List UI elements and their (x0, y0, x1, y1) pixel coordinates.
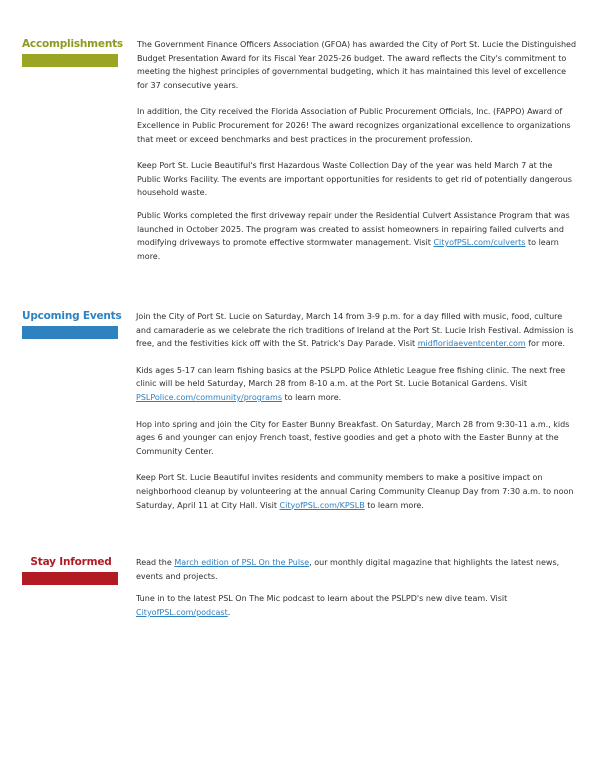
upcoming-events-content (136, 310, 576, 525)
kpslb-link[interactable]: CityofPSL.com/KPSLB (279, 500, 365, 510)
accomplishments-paragraph: The Government Finance Officers Association (GFOA) has awarded the City of Port St. Lucie the Distinguished Budget Presentation Award for its Fiscal Year 2025-26 budget. The award reflects the City's commitment to meeting the highest principles of governmental budgeting, which it has maintained this level of excellence for 37 consecutive years. (137, 40, 577, 90)
podcast-link[interactable]: CityofPSL.com/podcast (136, 607, 228, 617)
paragraph-text: to learn more. (137, 238, 559, 261)
stay-informed-heading: Stay Informed (30, 556, 112, 568)
accomplishments-paragraph: Keep Port St. Lucie Beautiful's first Hazardous Waste Collection Day of the year was held March 7 at the Public Works Facility. The events are important opportunities for residents to get rid of potentially dangerous household waste. (137, 161, 572, 198)
psl-on-the-pulse-link[interactable]: March edition of PSL On the Pulse (174, 558, 310, 567)
upcoming-events-color-bar (22, 326, 118, 339)
accomplishments-content (137, 38, 577, 276)
accomplishments-heading: Accomplishments (22, 38, 123, 50)
paragraph-text: Kids ages 5-17 can learn fishing basics at the PSLPD Police Athletic League free fishing clinic. The next free clinic will be held Saturday, March 28 from 8-10 a.m. at the Port St. Lucie Botanical Gardens. Visit (136, 365, 566, 389)
paragraph-text: . (227, 607, 231, 617)
events-paragraph (136, 310, 576, 351)
events-paragraph: Hop into spring and join the City for Easter Bunny Breakfast. On Saturday, March 28 from 9:30-11 a.m., kids ages 6 and younger can enjoy French toast, festive goodies and get a photo with the Easter Bunny at the Community Center. (136, 419, 570, 456)
stay-informed-content (136, 556, 576, 632)
events-paragraph (136, 471, 576, 512)
upcoming-events-heading: Upcoming Events (22, 310, 122, 322)
stay-informed-color-bar (22, 572, 118, 585)
accomplishments-color-bar (22, 54, 118, 67)
stay-informed-sidebar (22, 556, 120, 585)
paragraph-text: to learn more. (364, 500, 424, 510)
stay-informed-paragraph (136, 556, 576, 583)
culverts-link[interactable]: CityofPSL.com/culverts (433, 238, 526, 248)
events-paragraph (136, 364, 576, 405)
accomplishments-paragraph: In addition, the City received the Florida Association of Public Procurement Officials, Inc. (FAPPO) Award of Excellence in Public Procurement for 2026! The award recognizes organizational excellence to organizations that meet or exceed benchmarks and best practices in the procurement profession. (137, 107, 571, 144)
accomplishments-sidebar (22, 38, 123, 67)
upcoming-events-sidebar (22, 310, 120, 339)
paragraph-text: Read the (136, 558, 175, 567)
paragraph-text: Public Works completed the first driveway repair under the Residential Culvert Assistance Program that was launched in October 2025. The program was created to assist homeowners in repairing failed culverts and modifying driveways to promote effective stormwater management. Visit (137, 210, 570, 248)
paragraph-text: Keep Port St. Lucie Beautiful invites residents and community members to make a positive impact on neighborhood cleanup by volunteering at the annual Caring Community Cleanup Day from 7:30 a.m. to noon Saturday, April 11 at City Hall. Visit (136, 473, 574, 510)
paragraph-text: to learn more. (282, 392, 342, 402)
paragraph-text: Join the City of Port St. Lucie on Saturday, March 14 from 3-9 p.m. for a day filled with music, food, culture and camaraderie as we celebrate the rich traditions of Ireland at the Port St. Lucie Irish Festival. Admission is free, and the festivities kick off with the St. Patrick's Day Parade. Visit (136, 312, 574, 349)
accomplishments-paragraph (137, 209, 577, 263)
paragraph-text: for more. (525, 339, 566, 349)
psl-police-programs-link[interactable]: PSLPolice.com/community/programs (136, 392, 283, 402)
stay-informed-paragraph (136, 592, 576, 619)
paragraph-text: Tune in to the latest PSL On The Mic podcast to learn about the PSLPD's new dive team. Visit (136, 594, 508, 604)
midflorida-event-center-link[interactable]: midfloridaeventcenter.com (417, 339, 526, 349)
paragraph-text: , our monthly digital magazine that highlights the latest news, events and projects. (136, 558, 560, 581)
